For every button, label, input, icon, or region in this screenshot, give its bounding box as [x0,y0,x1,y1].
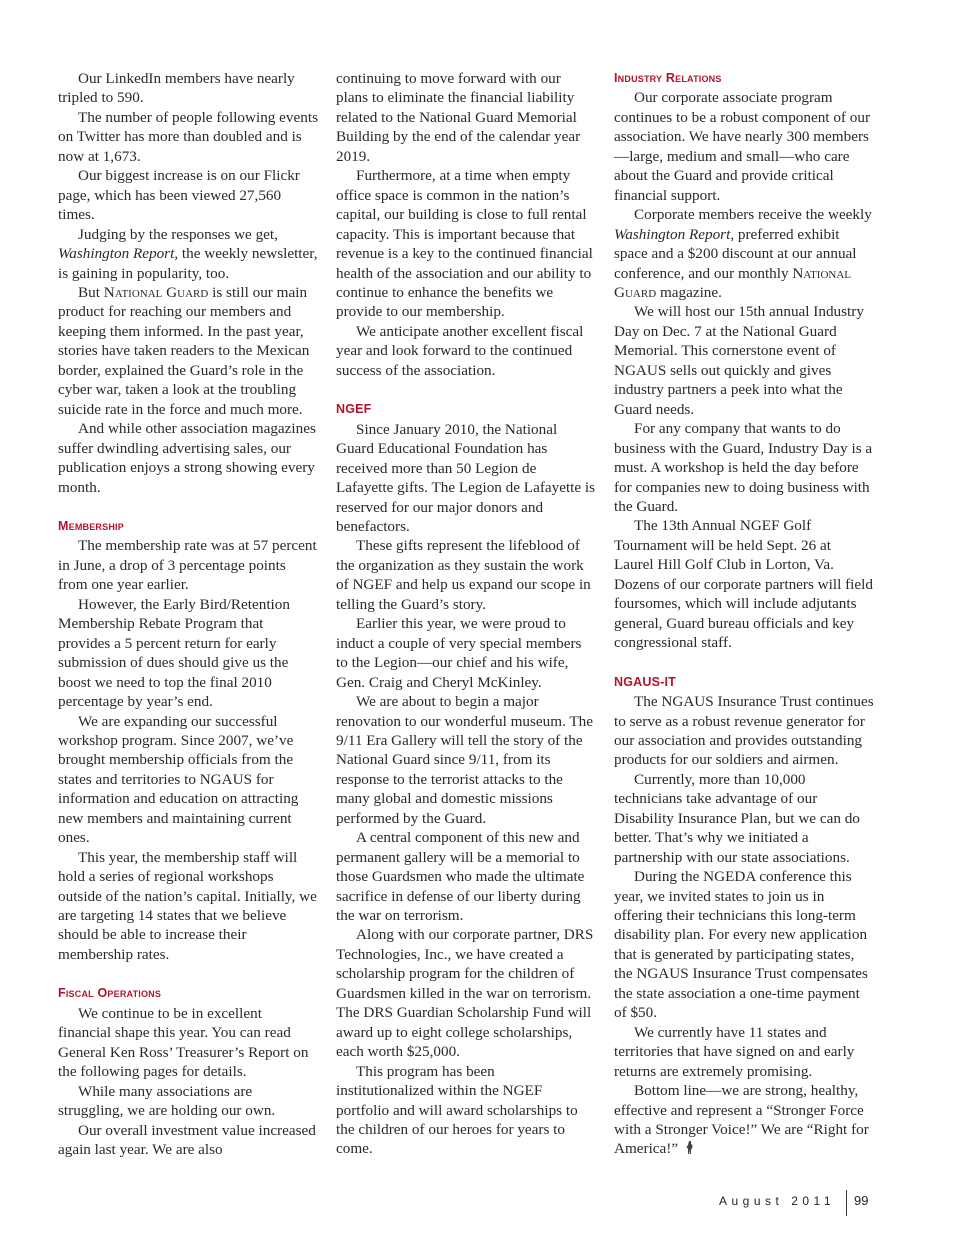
text-run: Bottom line—we are strong, healthy, effective and represent a “Stronger Force with a Stronger Voice!” We are “Right for America!” [614,1082,869,1158]
paragraph: Our LinkedIn members have nearly tripled to 590. [58,70,295,107]
paragraph: For any company that wants to do business with the Guard, Industry Day is a must. A workshop is held the day before for companies new to doing business with the Guard. [614,420,873,515]
footer-divider [846,1190,847,1216]
issue-date: August 2011 [719,1194,835,1208]
section-heading-membership: Membership [58,518,124,533]
text-run: , the weekly newsletter, is gaining in popularity, too. [58,245,318,282]
paragraph: And while other association magazines suffer dwindling advertising sales, our publication enjoys a strong showing every month. [58,420,316,496]
section-heading-fiscal-operations: Fiscal Operations [58,986,162,1001]
text-run: is still our main product for reaching our members and keeping them informed. In the past year, stories have taken readers to the Mexican border, explained the Guard’s role in the cyber war, taken a look at the troubling suicide rate in the force and much more. [58,283,310,418]
paragraph: Currently, more than 10,000 technicians take advantage of our Disability Insurance Plan, but we can do better. That’s why we initiated a partnership with our state associations. [614,770,860,866]
paragraph: While many associations are struggling, we are holding our own. [58,1082,276,1120]
page-number: 99 [854,1193,869,1208]
publication-title: National Guard [103,283,209,301]
text-run: magazine. [656,283,722,301]
paragraph: However, the Early Bird/Retention Membership Rebate Program that provides a 5 percent return for early submission of dues should give us the boost we need to top the final 2010 percentage by year’s end. [58,595,290,711]
text-run: But [78,283,104,301]
paragraph: Since January 2010, the National Guard Educational Foundation has received more than 50 Legion de Lafayette gifts. The Legion de Lafayette is reserved for our major donors and benefactors. [336,420,596,535]
paragraph: These gifts represent the lifeblood of the organization as they sustain the work of NGEF and help us expand our scope in telling the Guard’s story. [336,537,591,613]
paragraph: We currently have 11 states and territories that have signed on and early returns are extremely promising. [614,1023,855,1080]
page-footer [0,1188,960,1218]
minuteman-end-mark-icon [686,1141,693,1154]
text-run: Judging by the responses we get, [78,225,278,243]
paragraph: Along with our corporate partner, DRS Technologies, Inc., we have created a scholarship program for the children of Guardsmen killed in the war on terrorism. The DRS Guardian Scholarship Fund will award up to eight college scholarships, each worth $25,000. [336,926,594,1061]
paragraph: We anticipate another excellent fiscal year and look forward to the continued success of the association. [336,322,584,379]
paragraph: We are expanding our successful workshop program. Since 2007, we’ve brought membership officials from the states and territories to NGAUS for information and education on attracting new members and maintaining current ones. [58,712,299,847]
paragraph: continuing to move forward with our plans to eliminate the financial liability related to the National Guard Memorial Building by the end of the calendar year 2019. [336,70,581,165]
paragraph: We are about to begin a major renovation to our wonderful museum. The 9/11 Era Gallery will tell the story of the National Guard since 9/11, from its response to the terrorist attacks to the many global and domestic missions performed by the Guard. [336,693,594,827]
paragraph: This program has been institutionalized within the NGEF portfolio and will award scholarships to the children of our heroes for years to come. [336,1062,578,1158]
paragraph [58,225,318,283]
section-heading-ngaus-it: NGAUS-IT [614,674,677,689]
paragraph: Earlier this year, we were proud to induct a couple of very special members to the Legion—our chief and his wife, Gen. Craig and Cheryl McKinley. [336,615,582,691]
paragraph: Our overall investment value increased again last year. We are also [58,1121,316,1159]
section-heading-ngef: NGEF [336,402,372,417]
paragraph: Our corporate associate program continues to be a robust component of our association. We have nearly 300 members—large, medium and small—who care about the Guard and provide critical financial support. [614,89,871,204]
column-left [58,69,318,1159]
text-run: , preferred exhibit space and a $200 discount at our annual conference, and our monthly [614,225,857,282]
paragraph: The NGAUS Insurance Trust continues to serve as a robust revenue generator for our association and provides outstanding products for our soldiers and airmen. [614,693,874,769]
publication-title: Washington Report [58,245,175,263]
text-run: Corporate members receive the weekly [634,206,872,224]
paragraph: A central component of this new and permanent gallery will be a memorial to those Guardsmen who made the ultimate sacrifice in defense of our liberty during the war on terrorism. [336,829,585,925]
publication-title: National Guard [614,264,852,301]
paragraph [614,1081,874,1159]
paragraph [58,283,318,419]
paragraph: The 13th Annual NGEF Golf Tournament will be held Sept. 26 at Laurel Hill Golf Club in Lorton, Va. Dozens of our corporate partners will field foursomes, which will include adjutants general, Guard bureau officials and key congressional staff. [614,517,873,652]
paragraph: Furthermore, at a time when empty office space is common in the nation’s capital, our building is close to full rental capacity. This is important because that revenue is a key to the continued financial health of the association and our ability to continue to enhance the benefits we provide to our membership. [336,167,593,321]
paragraph: We continue to be in excellent financial shape this year. You can read General Ken Ross’ Treasurer’s Report on the following pages for details. [58,1004,309,1081]
paragraph [614,205,874,302]
paragraph: This year, the membership staff will hold a series of regional workshops outside of the nation’s capital. Initially, we are targeting 14 states that we believe should be able to increase their membership rates. [58,848,317,963]
paragraph: The number of people following events on Twitter has more than doubled and is now at 1,673. [58,108,318,165]
paragraph: The membership rate was at 57 percent in June, a drop of 3 percentage points from one year earlier. [58,537,317,594]
column-right [614,69,874,1159]
publication-title: Washington Report [614,225,731,243]
paragraph: During the NGEDA conference this year, we invited states to join us in offering their technicians this long-term disability plan. For every new application that is generated by participating states, the NGAUS Insurance Trust compensates the state association a one-time payment of $50. [614,868,868,1022]
paragraph: Our biggest increase is on our Flickr page, which has been viewed 27,560 times. [58,167,300,224]
paragraph: We will host our 15th annual Industry Day on Dec. 7 at the National Guard Memorial. This cornerstone event of NGAUS sells out quickly and gives industry partners a peek into what the Guard needs. [614,303,864,418]
section-heading-industry-relations: Industry Relations [614,71,722,85]
column-middle [336,69,596,1159]
